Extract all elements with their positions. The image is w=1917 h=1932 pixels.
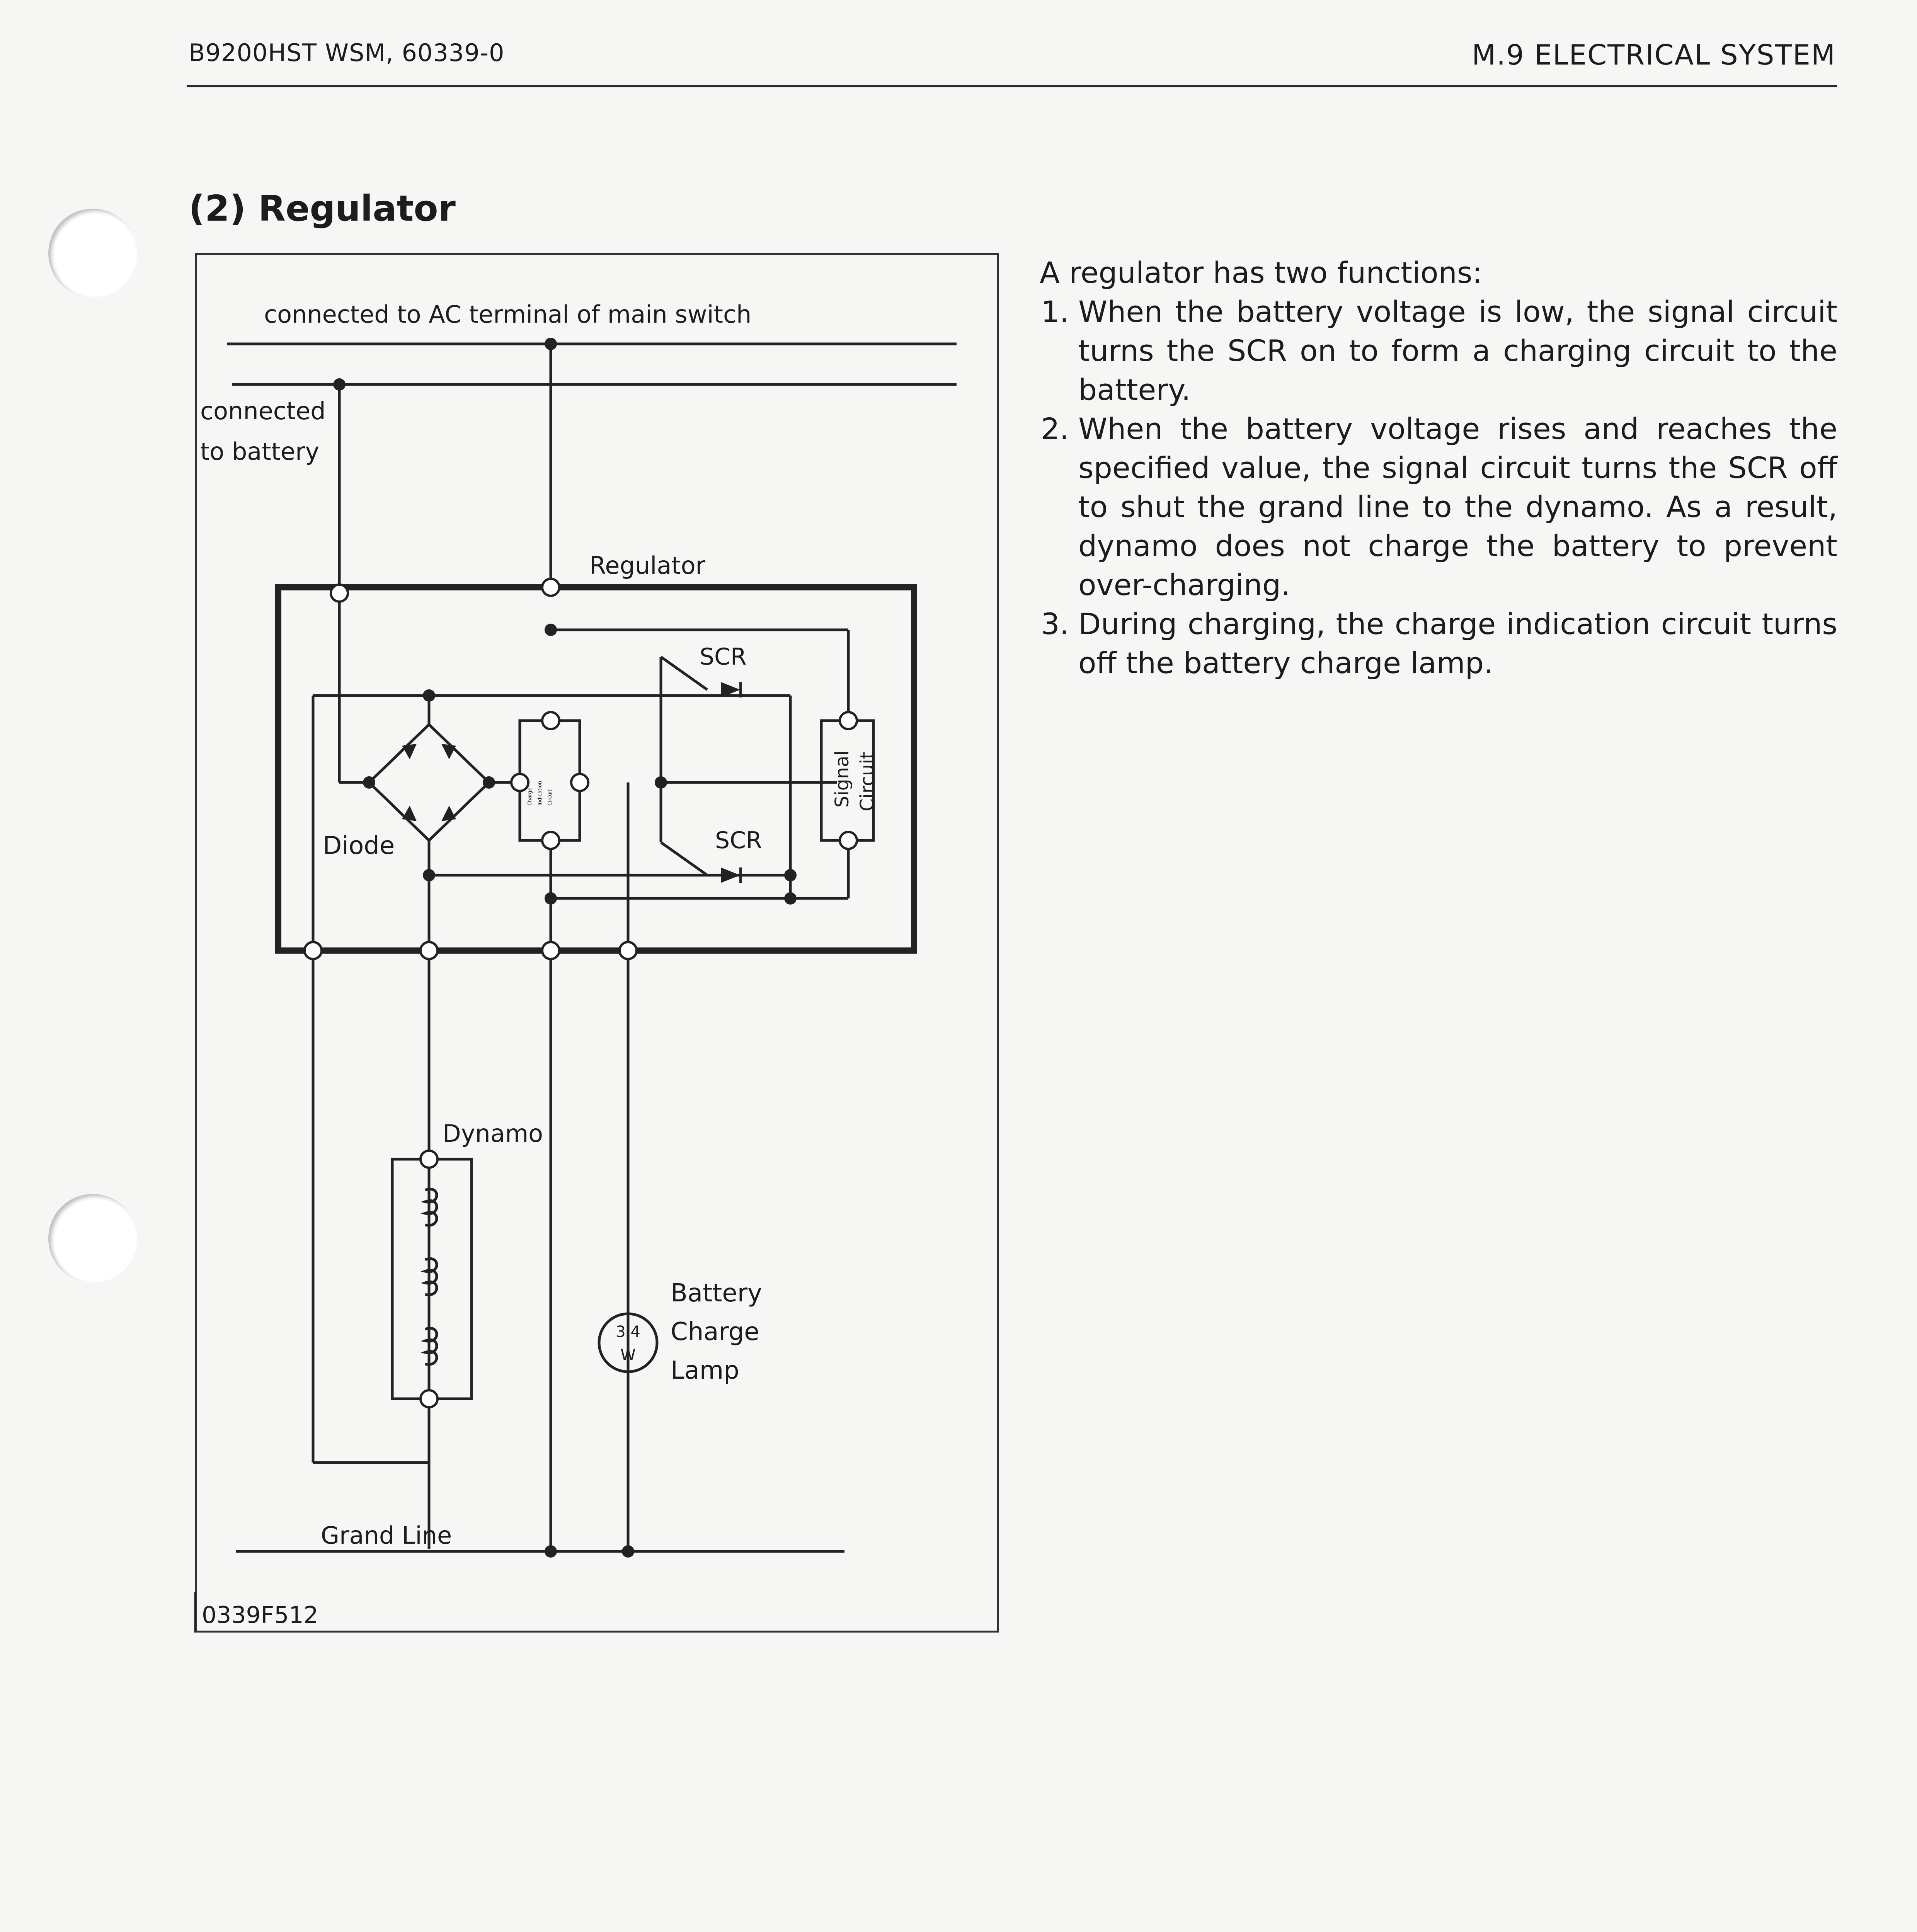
function-item: 3. During charging, the charge indication circuit turns off the battery charge lamp. [1078,604,1837,682]
label-charge-3: Circuit [547,789,553,806]
label-charge-2: Indication [537,781,543,806]
description-text [1040,253,1837,682]
function-list [1040,292,1837,682]
charge-indication-circuit [527,781,553,806]
label-scr-top: SCR [700,643,747,670]
signal-circuit [831,751,878,811]
label-signal-1: Signal [831,750,853,808]
terminal-circles [305,579,857,1407]
function-item: 1. When the battery voltage is low, the signal circuit turns the SCR on to form a charging circuit to the battery. [1078,292,1837,409]
label-battery-line2: to battery [200,437,320,466]
label-charge-1: Charge [527,787,533,806]
lamp-value-1: 3.4 [616,1323,640,1341]
label-battery-line1: connected [200,397,326,425]
lamp-value-2: W [620,1346,636,1364]
section-title: (2) Regulator [189,188,456,229]
intro-text: A regulator has two functions: [1040,255,1483,290]
label-dynamo: Dynamo [443,1119,543,1148]
label-lamp-3: Lamp [671,1356,739,1385]
label-grand-line: Grand Line [321,1521,452,1549]
header-section: M.9 ELECTRICAL SYSTEM [1472,39,1836,71]
header-doc-id: B9200HST WSM, 60339-0 [189,39,505,67]
label-regulator: Regulator [589,551,706,580]
figure-code: 0339F512 [202,1602,318,1629]
label-lamp-2: Charge [671,1318,759,1346]
label-signal-2: Circuit [856,752,878,811]
label-diode: Diode [323,832,395,860]
regulator-box [278,587,914,951]
label-scr-bottom: SCR [715,827,762,854]
label-lamp-1: Battery [671,1279,762,1308]
function-item: 2. When the battery voltage rises and reaches the specified value, the signal circuit turns the SCR off to shut the grand line to the dynamo. As a result, dynamo does not charge the battery to prevent over-charging. [1078,409,1837,604]
label-ac-terminal: connected to AC terminal of main switch [264,300,752,328]
